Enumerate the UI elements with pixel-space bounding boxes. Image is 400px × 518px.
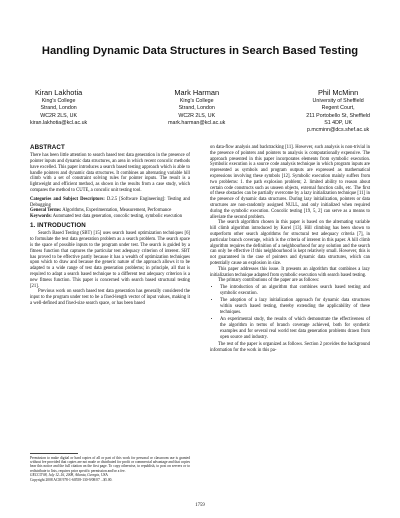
footnote-rule [30, 453, 78, 454]
author-affiliation: Regent Court, [321, 105, 355, 112]
footnote-copyright: Copyright 2008 ACM 978-1-60558-130-9/08/07 ...$5.00. [30, 477, 113, 482]
author-affiliation: University of Sheffield [312, 98, 364, 105]
author-affiliation: King's College [41, 98, 76, 105]
categories [30, 197, 190, 209]
right-column [210, 145, 370, 354]
contributions-list [210, 285, 370, 340]
introduction-heading: 1. INTRODUCTION [30, 222, 86, 230]
footnote-permission: Permission to make digital or hard copies of all or part of this work for personal or classroom use is granted without fee provided that copies are not made or distributed for profit or commercial advantage and that copies bear this notice and the full citation on the first page. To copy otherwise, to republish, to post on servers or to redistribute to lists, requires prior specific permission and/or a fee. [30, 455, 190, 473]
author-email: kiran.lakhotia@kcl.ac.uk [30, 119, 88, 126]
author-3 [306, 88, 370, 134]
body-paragraph: on data-flow analysis and backtracking [11]. However, such analysis is non-trivial in the presence of pointers and pointers to analysis is computationally expensive. The approach presented in this paper incorporates elements from symbolic execution. Symbolic execution is a source code analysis technique in which program inputs are represented as symbols and program outputs are expressed as mathematical expressions involving these symbols [12]. Symbolic execution mainly suffers from two problems: 1. the path explosion problem; 2. limited ability to reason about certain code constructs such as unseen objects, external function calls, etc. The first of these obstacles can be partially overcome by a lazy initialization technique [11] in the presence of dynamic data structures. During lazy initialization, pointers or data structures are non-randomly assigned NULL, and only initialized when required during the symbolic execution. Concolic testing [19, 5, 2] can serve as a means to alleviate the second problem. [210, 145, 370, 220]
author-email: p.mcminn@dcs.shef.ac.uk [307, 126, 370, 133]
body-paragraph: The rest of the paper is organized as follows. Section 2 provides the background information for the work in this pa- [210, 342, 370, 354]
author-email: mark.harman@kcl.ac.uk [168, 119, 226, 126]
author-affiliation: S1 4DP, UK [324, 119, 353, 126]
body-paragraph: The search algorithm chosen in this paper is based on the alternating variable hill climb algorithm introduced by Korel [13]. Hill climbing has been shown to outperform other search algorithms for structural test adequacy criteria [7], in particular branch coverage, which is the criteria of interest in this paper. A hill climb algorithm requires the definition of a neighbourhood for any solution and the search can only be effective if this neighbourhood is kept relatively small. However, this is not guaranteed in the case of pointers and dynamic data structures, which can potentially cause an explosion in size. [210, 220, 370, 266]
author-name: Kiran Lakhotia [34, 88, 83, 97]
intro-paragraph: Search Based Testing (SBT) [15] uses search based optimization techniques [6] to formulate the test data generation problem as a search problem. The search space is the space of possible inputs to the program under test. The search is guided by a fitness function that captures the particular test adequacy criterion of interest. SBT has proved to be effective partly because it has a wealth of optimization techniques upon which to draw and because the generic nature of the approach allows it to be adapted to a wide range of test data generation problems; in principle, all that is required to adapt a search based technique to a different test adequacy criterion is a new fitness function. This paper is concerned with search based structural testing [21]. [30, 231, 190, 289]
author-2 [168, 88, 225, 134]
author-name: Mark Harman [174, 88, 220, 97]
author-affiliation: WC2R 2LS, UK [40, 112, 77, 119]
author-1 [30, 88, 87, 134]
categories-label: Categories and Subject Descriptors: [30, 196, 105, 202]
body-paragraph: The primary contributions of the paper are as follows: [218, 278, 320, 284]
author-name: Phil McMinn [318, 88, 359, 97]
body-paragraph: This paper addresses this issue. It presents an algorithm that combines a lazy initialization technique adapted from symbolic execution with search based testing. [210, 266, 370, 278]
intro-paragraph: Previous work on search based test data generation has generally considered the input to the program under test to be a fixed-length vector of input values, making it a well-defined and fixed-size search space, or has been based [30, 289, 190, 306]
left-column [30, 145, 190, 307]
general-terms-text: Algorithms, Experimentation, Measurement, Performance [62, 208, 172, 214]
author-block [30, 88, 370, 134]
list-item: • The adoption of a lazy initialization approach for dynamic data structures within search based testing, thereby extending the applicability of these techniques. [220, 298, 370, 315]
author-affiliation: 211 Portobello St, Sheffield [306, 112, 370, 119]
author-affiliation: Strand, London [178, 105, 215, 112]
abstract-text: There has been little attention to search based test data generation in the presence of pointer inputs and dynamic data structures, an area in which recent concolic methods have excelled. This paper introduces a search based testing approach which is able to handle pointers and dynamic data structures. It combines an alternating variable hill climb with a set of constraint solving rules for pointer inputs. The result is a lightweight and efficient method, as shown in the results from a case study, which compares the method to CUTE, a concolic unit testing tool. [30, 153, 190, 194]
keywords [30, 214, 190, 220]
list-item: • An experimental study, the results of which demonstrate the effectiveness of the algorithm in terms of branch coverage achieved, both for synthetic examples and for several real world test data generation problems drawn from open source and industry. [220, 317, 370, 340]
keywords-text: Automated test data generation, concolic testing, symbolic execution [52, 214, 183, 220]
copyright-footnote [30, 453, 190, 482]
list-item: • The introduction of an algorithm that combines search based testing and symbolic execution. [220, 285, 370, 297]
author-affiliation: Strand, London [40, 105, 77, 112]
author-affiliation: King's College [179, 98, 214, 105]
author-affiliation: WC2R 2LS, UK [178, 112, 216, 119]
page-number: 1759 [195, 503, 205, 508]
keywords-label: Keywords: [30, 214, 52, 220]
general-terms-label: General Terms: [30, 208, 62, 214]
abstract-heading: ABSTRACT [30, 144, 65, 151]
footnote-conference: GECCO'08, July 12–16, 2008, Atlanta, Georgia, USA. [30, 473, 109, 478]
categories-text: D.2.5 [Software Engineering]: Testing and Debugging [30, 196, 190, 208]
paper-title: Handling Dynamic Data Structures in Search Based Testing [41, 45, 359, 57]
